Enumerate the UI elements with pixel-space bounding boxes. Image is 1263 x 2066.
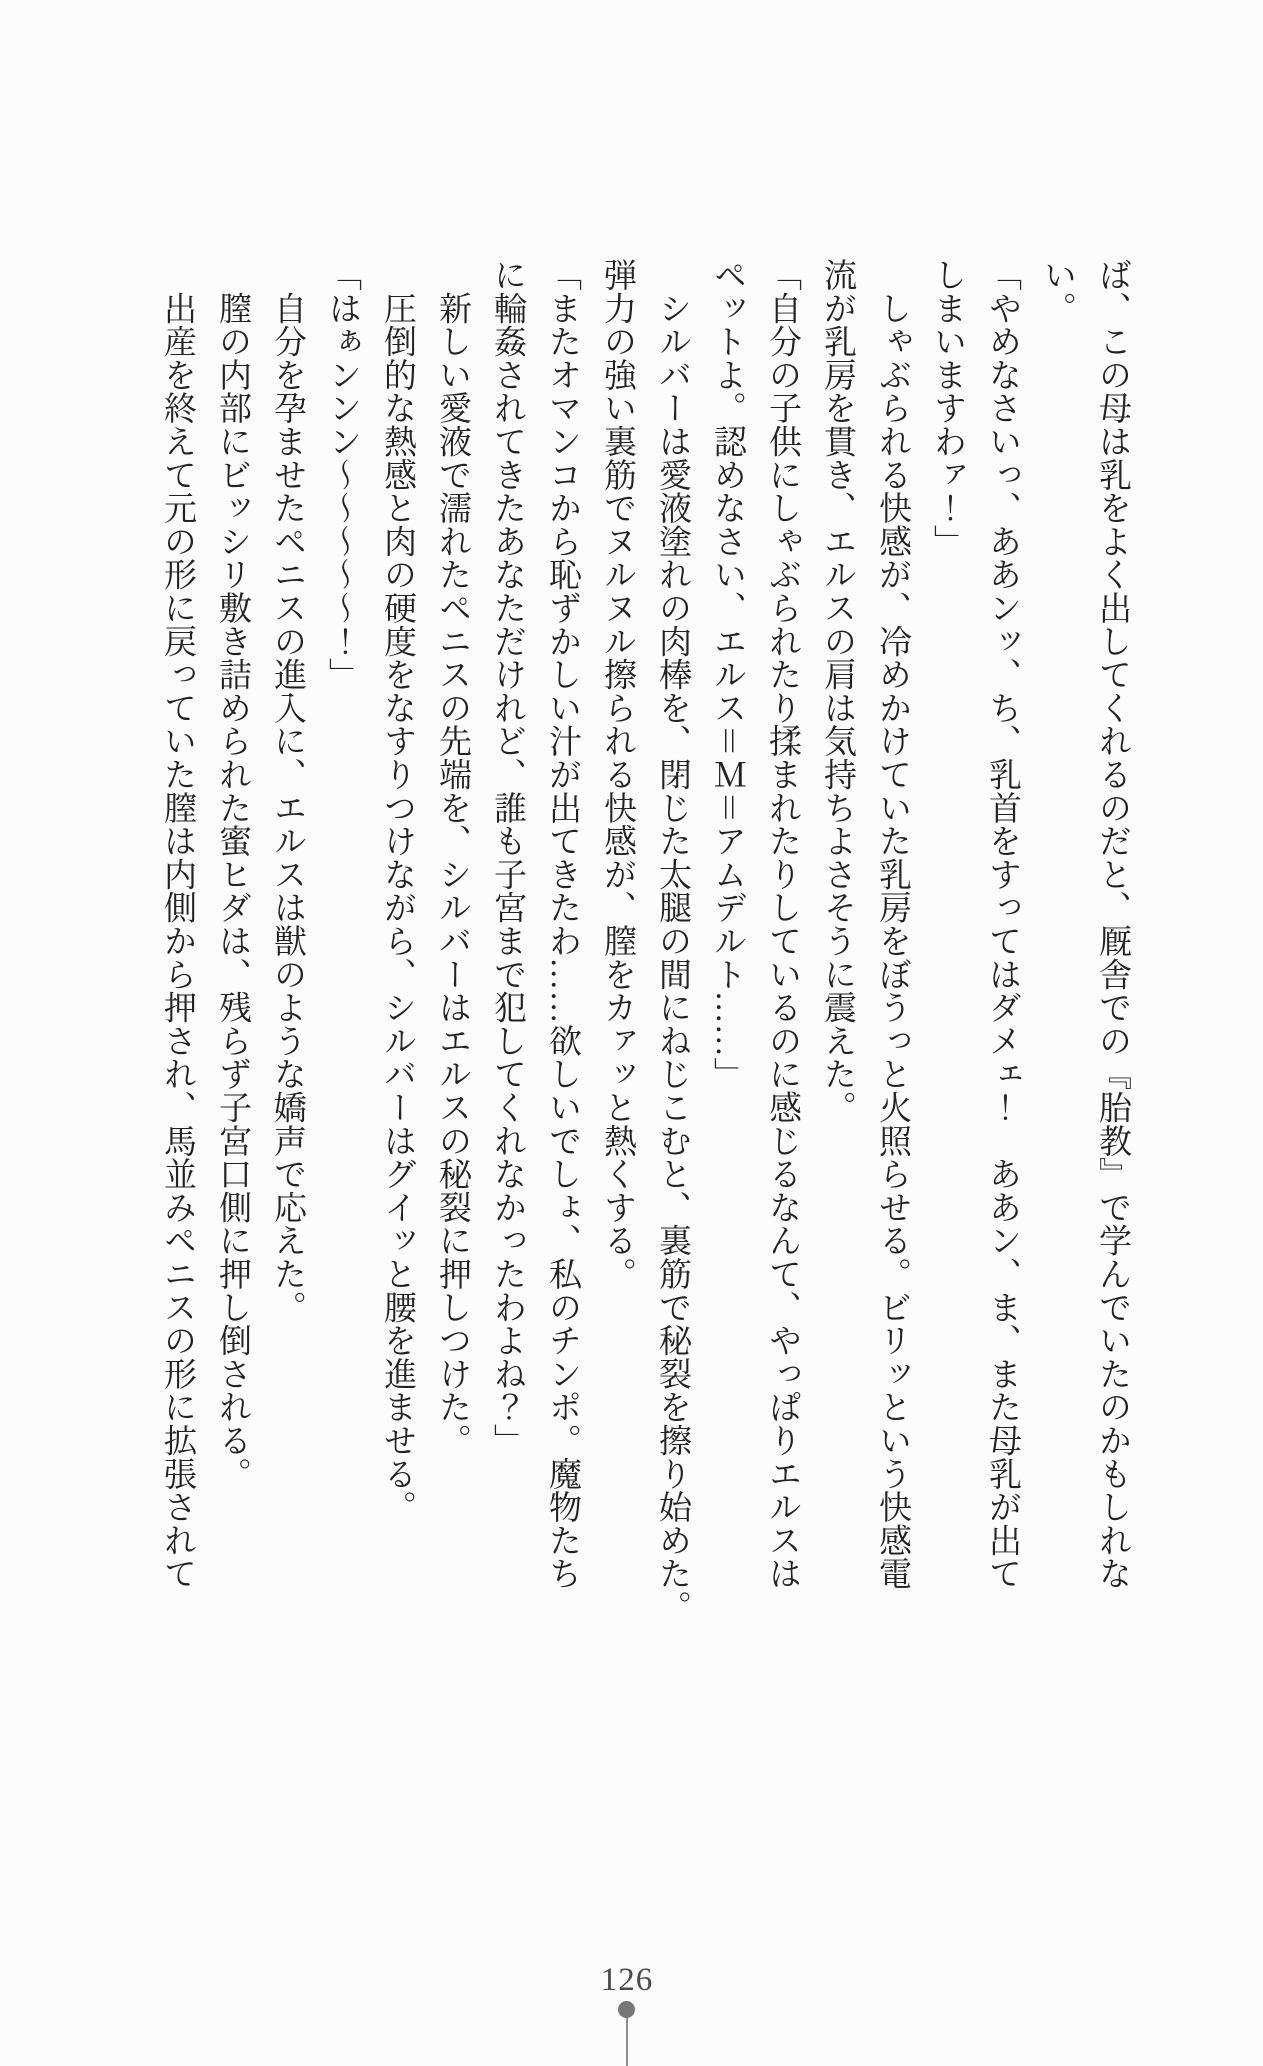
text-column: に輪姦されてきたあなただけれど、誰も子宮まで犯してくれなかったわよね？」 — [489, 258, 525, 1457]
text-column: 「自分の子供にしゃぶられたり揉まれたりしているのに感じるなんて、やっぱりエルスは — [764, 258, 800, 1590]
text-column: 「またオマンコから恥ずかしい汁が出てきたわ……欲しいでしょ、私のチンポ。魔物たち — [544, 258, 580, 1590]
text-column: 「やめなさいっ、ああンッ、ち、乳首をすってはダメェ！ ああン、ま、また母乳が出て — [984, 258, 1020, 1590]
text-column: 膣の内部にビッシリ敷き詰められた蜜ヒダは、残らず子宮口側に押し倒される。 — [214, 258, 250, 1491]
text-column: 「はぁンンン～～～～～！」 — [324, 258, 360, 691]
footer-dot-icon — [618, 2001, 635, 2018]
text-column: 自分を孕ませたペニスの進入に、エルスは獣のような嬌声で応えた。 — [269, 258, 305, 1324]
text-column: い。 — [1039, 258, 1075, 325]
text-column: 流が乳房を貫き、エルスの肩は気持ちよさそうに震えた。 — [819, 258, 855, 1124]
page-text — [149, 258, 1139, 1678]
text-column: 新しい愛液で濡れたペニスの先端を、シルバーはエルスの秘裂に押しつけた。 — [434, 258, 470, 1457]
text-column: しゃぶられる快感が、冷めかけていた乳房をぼうっと火照らせる。ビリッという快感電 — [874, 258, 910, 1590]
text-column: 出産を終えて元の形に戻っていた膣は内側から押され、馬並みペニスの形に拡張されて — [159, 258, 195, 1590]
text-column: 圧倒的な熱感と肉の硬度をなすりつけながら、シルバーはグイッと腰を進ませる。 — [379, 258, 415, 1524]
text-column: ば、この母は乳をよく出してくれるのだと、厩舎での『胎教』で学んでいたのかもしれな — [1094, 258, 1130, 1590]
text-column: しまいますわァ！」 — [929, 258, 965, 558]
text-column: シルバーは愛液塗れの肉棒を、閉じた太腿の間にねじこむと、裏筋で秘裂を擦り始めた。 — [654, 258, 690, 1624]
page-number: 126 — [600, 1962, 654, 1998]
text-column: 弾力の強い裏筋でヌルヌル擦られる快感が、膣をカァッと熱くする。 — [599, 258, 635, 1291]
text-column: ペットよ。認めなさい、エルス＝Ｍ＝アムデルト……」 — [709, 258, 745, 1091]
